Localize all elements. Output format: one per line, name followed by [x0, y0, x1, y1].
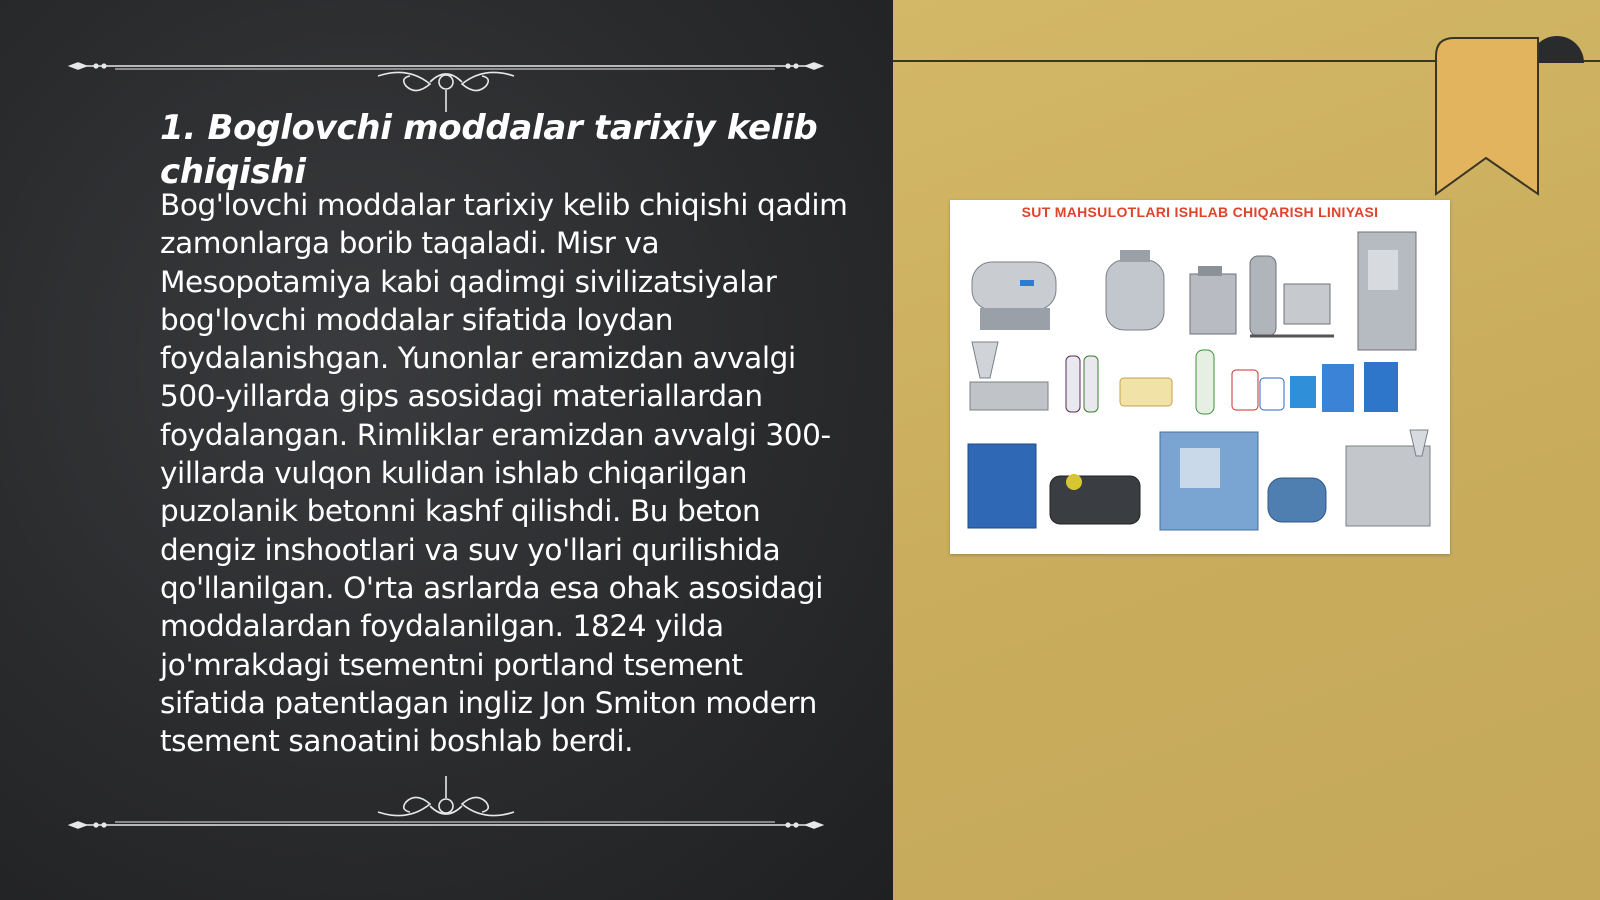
dairy-production-line-image: [950, 200, 1450, 554]
slide-body-text: Bog'lovchi moddalar tarixiy kelib chiqishi qadim zamonlarga borib taqaladi. Misr va Mesopotamiya kabi qadimgi sivilizatsiyalar bog'lovchi moddalar sifatida loydan foydalanishgan. Yunonlar eramizdan avvalgi 500-yillarda gips asosidagi materiallardan foydalangan. Rimliklar eramizdan avvalgi 300-yillarda vulqon kulidan ishlab chiqarilgan puzolanik betonni kashf qilishdi. Bu beton dengiz inshootlari va suv yo'llari qurilishida qo'llanilgan. O'rta asrlarda esa ohak asosidagi moddalardan foydalanilgan. 1824 yilda jo'mrakdagi tsementni portland tsement sifatida patentlagan ingliz Jon Smiton modern tsement sanoatini boshlab berdi.: [160, 188, 848, 759]
figure-caption: SUT MAHSULOTLARI ISHLAB CHIQARISH LINIYASI: [1021, 204, 1379, 220]
bookmark-ribbon-icon: [1434, 36, 1540, 198]
slide-title: 1. Boglovchi moddalar tarixiy kelib chiqishi: [160, 108, 818, 192]
machinery-illustration-icon: [950, 200, 1450, 554]
